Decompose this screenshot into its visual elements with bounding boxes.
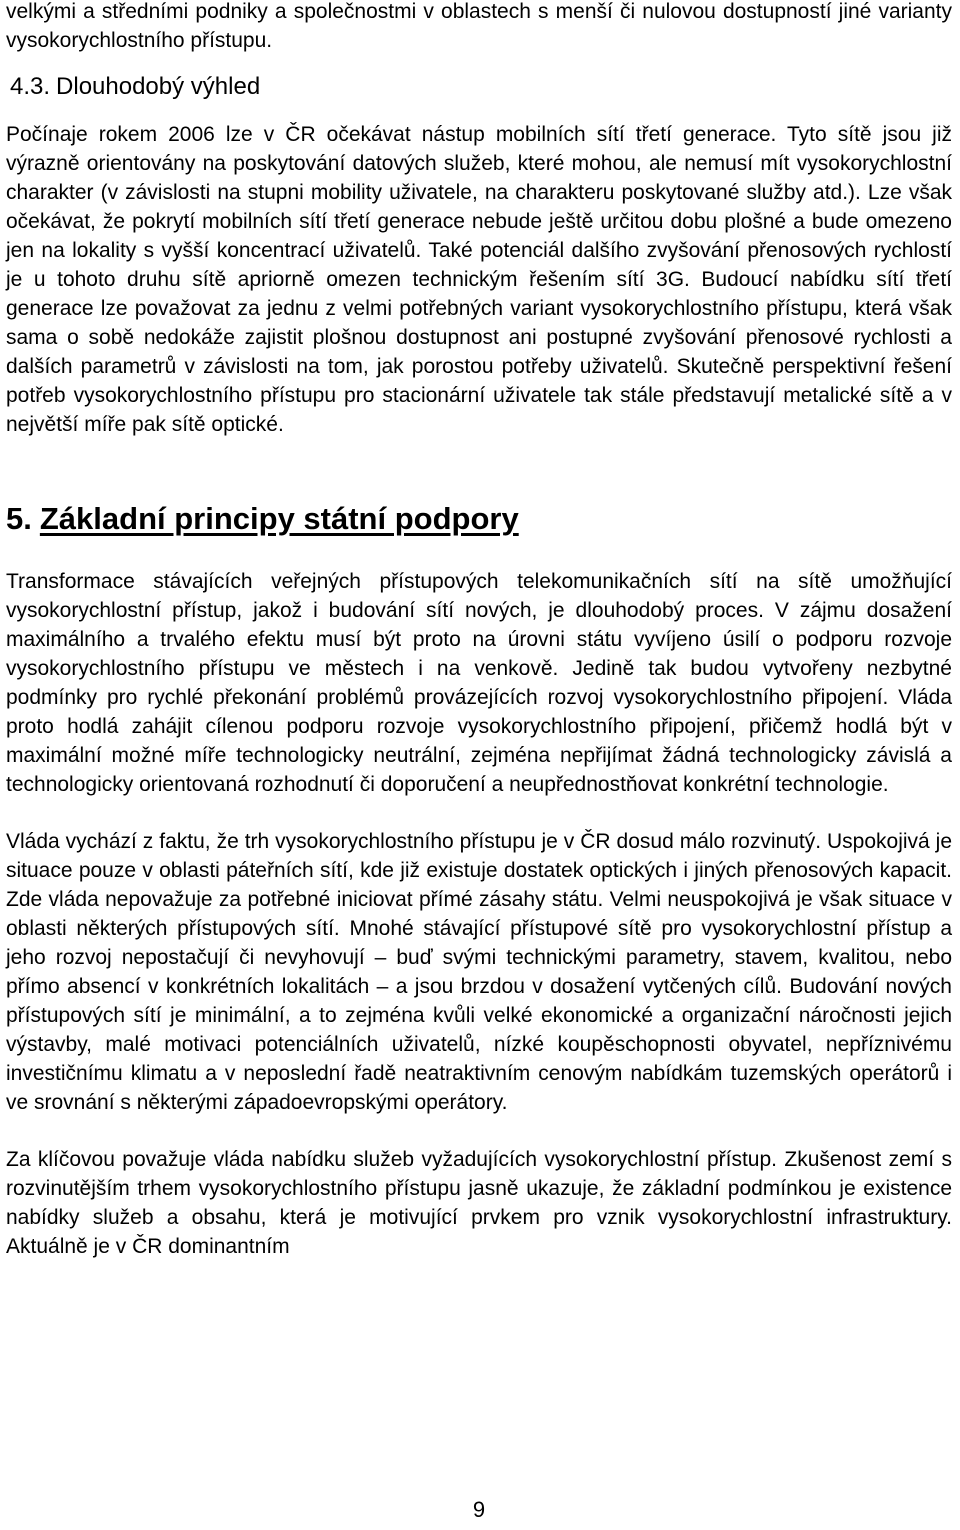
section-5-paragraph-3: Za klíčovou považuje vláda nabídku služeb vyžadujících vysokorychlostní přístup. Zkušenost zemí s rozvinutějším trhem vysokorychlostního přístupu jasně ukazuje, že základní podmínkou je existence nabídky služeb a obsahu, která je motivující prvkem pro vznik vysokorychlostní infrastruktury. Aktuálně je v ČR dominantním (6, 1148, 952, 1258)
section-4-3-title: Dlouhodobý výhled (56, 73, 261, 100)
section-5-number: 5. (6, 501, 32, 536)
section-4-3-number: 4.3. (10, 73, 51, 100)
page-number: 9 (472, 1497, 486, 1522)
section-5-title: Základní principy státní podpory (39, 501, 519, 536)
section-5-paragraph-1: Transformace stávajících veřejných přístupových telekomunikačních sítí na sítě umožňující vysokorychlostní přístup, jakož i budování sítí nových, je dlouhodobý proces. V zájmu dosažení maximálního a trvalého efektu musí být proto na úrovni státu vyvíjeno úsilí o podporu rozvoje vysokorychlostního přístupu ve městech i na venkově. Jedině tak budou vytvořeny nezbytné podmínky pro rychlé překonání problémů provázejících rozvoj vysokorychlostního připojení. Vláda proto hodlá zahájit cílenou podporu rozvoje vysokorychlostního připojení, přičemž hodlá být v maximální možné míře technologicky neutrální, zejména nepřijímat žádná technologicky závislá a technologicky orientovaná rozhodnutí či doporučení a neupřednostňovat konkrétní technologie. (6, 570, 952, 796)
section-4-3-heading (6, 72, 952, 102)
section-5-heading (6, 499, 952, 539)
intro-continuation-paragraph: velkými a středními podniky a společnostmi v oblastech s menší či nulovou dostupností jiné varianty vysokorychlostního přístupu. (6, 0, 952, 52)
section-5-paragraph-2: Vláda vychází z faktu, že trh vysokorychlostního přístupu je v ČR dosud málo rozvinutý. Uspokojivá je situace pouze v oblasti páteřních sítí, kde již existuje dostatek optických i jiných přenosových kapacit. Zde vláda nepovažuje za potřebné iniciovat přímé zásahy státu. Velmi neuspokojivá je však situace v oblasti některých přístupových sítí. Mnohé stávající přístupové sítě pro vysokorychlostní přístup a jeho rozvoj nepostačují či nevyhovují – buď svými technickými parametry, stavem, kvalitou, nebo přímo absencí v konkrétních lokalitách – a jsou brzdou v dosažení vytčených cílů. Budování nových přístupových sítí je minimální, a to zejména kvůli velké ekonomické a organizační náročnosti jejich výstavby, malé motivaci potenciálních uživatelů, nízké koupěschopnosti obyvatel, nepříznivému investičnímu klimatu a v neposlední řadě neatraktivním cenovým nabídkám tuzemských operátorů i ve srovnání s některými západoevropskými operátory. (6, 830, 952, 1114)
document-page (6, 0, 952, 1530)
section-4-3-paragraph: Počínaje rokem 2006 lze v ČR očekávat nástup mobilních sítí třetí generace. Tyto sítě jsou již výrazně orientovány na poskytování datových služeb, které mohou, ale nemusí mít vysokorychlostní charakter (v závislosti na stupni mobility uživatele, na charakteru poskytované služby atd.). Lze však očekávat, že pokrytí mobilních sítí třetí generace nebude ještě určitou dobu plošné a bude omezeno jen na lokality s vyšší koncentrací uživatelů. Také potenciál dalšího zvyšování přenosových rychlostí je u tohoto druhu sítě apriorně omezen technickým řešením sítí 3G. Budoucí nabídku sítí třetí generace lze považovat za jednu z velmi potřebných variant vysokorychlostního přístupu, která však sama o sobě nedokáže zajistit plošnou dostupnost ani postupné zvyšování přenosové rychlosti a dalších parametrů v závislosti na tom, jak porostou potřeby uživatelů. Skutečně perspektivní řešení potřeb vysokorychlostního přístupu pro stacionární uživatele tak stále představují metalické sítě a v největší míře pak sítě optické. (6, 123, 952, 436)
